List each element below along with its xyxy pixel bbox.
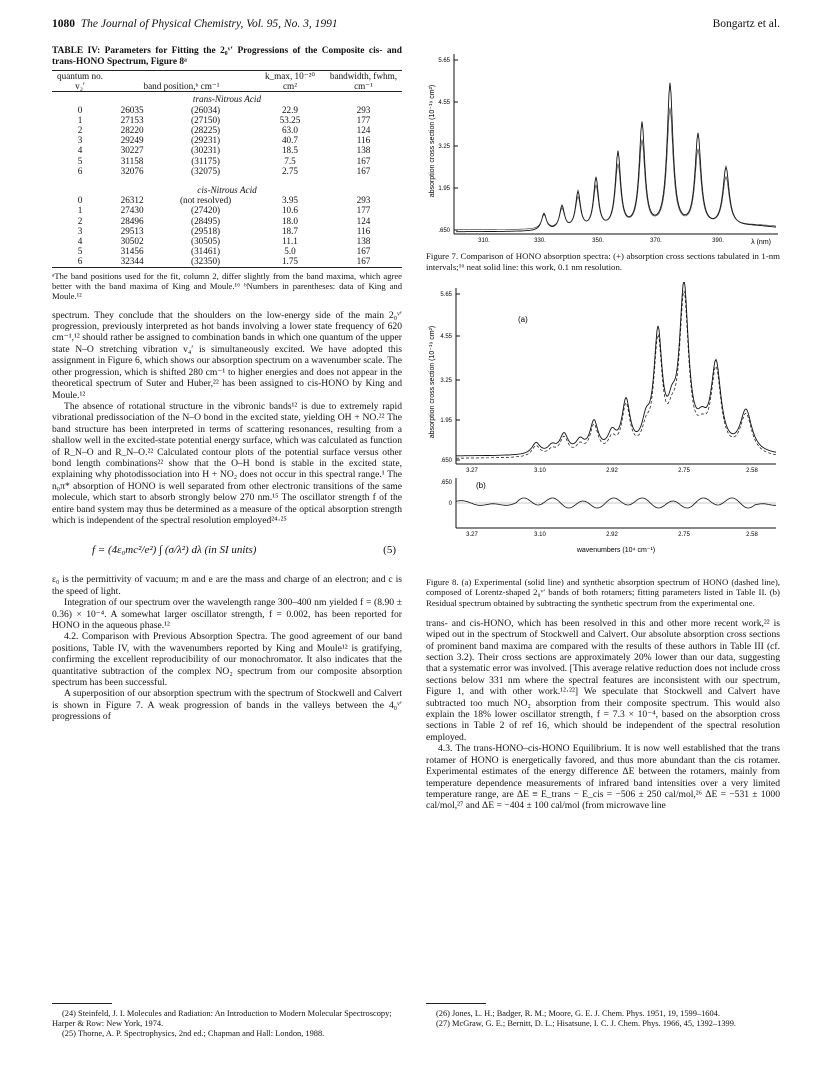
table-cell: (27150) <box>191 114 221 125</box>
equation-5 <box>52 526 402 574</box>
table-cell: 2 <box>77 125 83 136</box>
table-cell: 177 <box>356 205 371 216</box>
table-cell: 29249 <box>120 135 144 146</box>
table-row <box>52 166 402 176</box>
reference-24: (24) Steinfeld, J. I. Molecules and Radiation: An Introduction to Modern Molecular Spectroscopy; Harper & Row: New York, 1974. <box>52 1009 392 1028</box>
table-cell: 116 <box>356 225 371 236</box>
table-cell: 18.0 <box>281 215 299 226</box>
equation-number: (5) <box>383 543 396 556</box>
reference-26: (26) Jones, L. H.; Badger, R. M.; Moore, G. E. J. Chem. Phys. 1951, 19, 1599–1604. <box>436 1009 720 1018</box>
table-cell: (28495) <box>191 215 221 226</box>
ytick-label: 3.25 <box>440 377 452 384</box>
table-cell: 3 <box>77 225 83 236</box>
table-cell: 26035 <box>120 104 144 115</box>
table-cell: (26034) <box>191 104 221 115</box>
table-cell: 293 <box>356 195 371 206</box>
xtick-label: 2.58 <box>746 467 758 474</box>
footnote-rule <box>52 1003 112 1004</box>
table-row <box>52 135 402 145</box>
xtick-label: 3.27 <box>466 467 478 474</box>
references-right <box>426 1009 780 1029</box>
equation-body: f = (4ε₀mc²/e²) ∫ (σ/λ²) dλ (in SI units) <box>92 543 257 556</box>
table-cell: (not resolved) <box>179 195 232 206</box>
table-cell: 22.9 <box>281 104 299 115</box>
figure-7-plot <box>426 46 780 246</box>
xtick-label: 2.75 <box>678 531 690 538</box>
figure-8a-experimental-curve <box>456 282 776 456</box>
table-cell: 28496 <box>120 215 144 226</box>
text-paragraph: The absence of rotational structure in the vibronic bands¹² is due to extremely rapid vibrational predissociation of the N–O bond in the excited state, yielding OH + NO.²² The band structure has been interpreted in terms of scattering resonances, resulting from a shallow well in the excited-state potential energy surface, which was calculated as function of R_N–O and R_N–O.²² Calculated contour plots of the potential surface versus other bond length combinations²² show that the O–H bond is stable in the excited state, explaining why photodissociation into H + NO₂ does not occur in this spectral range.¹ The n₀π* absorption of HONO is well separated from other electronic transitions of the same molecule, which start to absorb strongly below 270 nm.¹⁵ The oscillator strength f of the entire band system may thus be determined as a measure of the optical absorption strength which is independent of the spectral resolution employed²⁴·²⁵ <box>52 400 402 526</box>
table-cell: 27430 <box>120 205 144 216</box>
table-cell: (30505) <box>191 236 221 247</box>
table-cell: 6 <box>77 256 83 267</box>
left-column <box>52 46 402 723</box>
panel-a-label: (a) <box>518 314 528 324</box>
table-cell: 3.95 <box>281 195 299 206</box>
xtick-label: 2.92 <box>606 467 618 474</box>
table-row <box>52 183 402 195</box>
page-and-journal <box>52 18 338 30</box>
xtick-label: 3.27 <box>466 531 478 538</box>
panel-b-label: (b) <box>476 480 486 490</box>
table-row <box>52 216 402 226</box>
table-row <box>52 226 402 236</box>
table-body <box>52 92 402 267</box>
table-cell: (29518) <box>191 225 221 236</box>
figure-7-yticks <box>438 58 458 234</box>
ytick-label: .650 <box>438 228 450 234</box>
table-cell: 53.25 <box>279 114 301 125</box>
right-column <box>426 46 780 812</box>
text-paragraph: trans- and cis-HONO, which has been resolved in this and other more recent work,²² is wiped out in the spectrum of Stockwell and Calvert. Our absolute absorption cross sections of prominent band maxima are compared with the results of these authors in Table III (cf. section 3.2). Their cross sections are approximately 20% lower than our data, suggesting that a systematic error was involved. [This average relative reduction does not include cross sections below 331 nm where the spectral features are inconsistent with our spectrum, Figure 1, and with other work.¹²·²²] We speculate that Stockwell and Calvert have subtracted too much NO₂ absorption from their composite spectrum. This would also explain the 18% lower oscillator strength, f = 7.3 × 10⁻⁴, based on the absorption cross sections in Table 2 of ref 16, which should be independent of the spectral resolution employed. <box>426 617 780 743</box>
table-cell: 138 <box>356 145 371 156</box>
trans-section-label: trans-Nitrous Acid <box>192 94 262 105</box>
reference-25: (25) Thorne, A. P. Spectrophysics, 2nd ed.; Chapman and Hall: London, 1988. <box>62 1028 325 1038</box>
table-cell: 11.1 <box>282 236 298 247</box>
ytick-label: .650 <box>440 457 452 464</box>
ytick-label: 4.55 <box>440 333 452 340</box>
ytick-label: 5.65 <box>440 291 452 298</box>
figure-7-ylabel: absorption cross section (10⁻¹⁹ cm²) <box>429 84 436 198</box>
figure-8-ylabel: absorption cross section (10⁻¹⁹ cm²) <box>429 325 436 439</box>
table-cell: 5 <box>77 155 83 166</box>
table-spacer <box>52 176 402 183</box>
figure-8-caption: Figure 8. (a) Experimental (solid line) and synthetic absorption spectrum of HONO (dashed line), composed of Lorentz-shaped 2₀ᵛ′ bands of both rotamers; fitting parameters listed in Table II. (b) Residual spectrum obtained by subtracting the synthetic spectrum from the experimental one. <box>426 577 780 608</box>
table-cell: 138 <box>356 236 371 247</box>
table-cell: 167 <box>356 256 371 267</box>
table-row <box>52 246 402 256</box>
table-cell: 293 <box>356 104 371 115</box>
table-cell: 10.6 <box>281 205 299 216</box>
table-row <box>52 145 402 155</box>
table-cell: 5.0 <box>284 246 296 257</box>
text-paragraph: ε₀ is the permittivity of vacuum; m and e are the mass and charge of an electron; and c is the speed of light. <box>52 574 402 597</box>
figure-7 <box>426 46 780 272</box>
ytick-label: 1.95 <box>440 417 452 424</box>
xtick-label: 390. <box>712 238 724 244</box>
cis-section-label: cis-Nitrous Acid <box>197 185 257 196</box>
section-4-3-paragraph: 4.3. The trans-HONO–cis-HONO Equilibrium. It is now well established that the trans rotamer of HONO is energetically favored, and thus more abundant than the cis rotamer. Experimental estimates of the energy difference ΔE between the rotamers, mainly from temperature dependence measurements of infrared band intensities over a very limited temperature range, are ΔE ≡ E_trans − E_cis = −506 ± 250 cal/mol,²⁶ ΔE = −531 ± 1000 cal/mol,²⁷ and ΔE = −404 ± 100 cal/mol (from microwave line <box>426 743 780 812</box>
figure-8b-ytick: 0 <box>448 500 452 507</box>
table-cell: 177 <box>356 114 371 125</box>
ytick-label: 5.65 <box>438 58 450 64</box>
table-title: TABLE IV: Parameters for Fitting the 2₀ᵛ′ Progressions of the Composite cis- and trans-HONO Spectrum, Figure 8ᵃ <box>52 46 402 67</box>
text-paragraph: spectrum. They conclude that the shoulders on the low-energy side of the main 2₀ᵛ′ progression, previously interpreted as hot bands involving a lower state frequency of 620 cm⁻¹,¹² should rather be assigned to combination bands in which one quantum of the upper state N–O stretching vibration v₄′ is simultaneously excited. We have adopted this assignment in Figure 6, which shows our absorption spectrum on a wavenumber scale. The other progression, which is shifted 280 cm⁻¹ to higher energies and does not appear in the theoretical spectrum of Suter and Huber,²² has been assigned to cis-HONO by King and Moule.¹² <box>52 309 402 401</box>
table-cell: (31461) <box>191 246 221 257</box>
xtick-label: 350. <box>592 238 604 244</box>
table-cell: 32344 <box>120 256 144 267</box>
table-cell: (30231) <box>191 145 221 156</box>
xtick-label: 2.58 <box>746 531 758 538</box>
table-cell: (29231) <box>191 135 221 146</box>
table-row <box>52 205 402 215</box>
page-number: 1080 <box>52 18 75 30</box>
text-paragraph: A superposition of our absorption spectrum with the spectrum of Stockwell and Calvert is shown in Figure 7. A weak progression of bands in the valleys between the 4₀ᵛ′ progressions of <box>52 688 402 723</box>
table-cell: 28220 <box>120 125 144 136</box>
table-row <box>52 156 402 166</box>
ytick-label: 1.95 <box>438 186 450 192</box>
table-cell: (28225) <box>191 125 221 136</box>
figure-8b-xticks <box>466 532 758 538</box>
xtick-label: 3.10 <box>534 531 546 538</box>
table-row <box>52 105 402 115</box>
table-cell: 0 <box>77 104 83 115</box>
table-footnote: ᵃThe band positions used for the fit, column 2, differ slightly from the band maxima, which agree better with the band maxima of King and Moule.¹⁶ ᵇNumbers in parentheses: data of King and Moule.¹² <box>52 270 402 301</box>
figure-8a-synthetic-curve <box>456 291 776 458</box>
table-cell: 30227 <box>120 145 144 156</box>
parameter-table <box>52 70 402 268</box>
table-cell: 2 <box>77 215 83 226</box>
running-header <box>52 18 780 36</box>
section-4-2-paragraph: 4.2. Comparison with Previous Absorption Spectra. The good agreement of our band positions, Table IV, with the wavenumbers reported by King and Moule¹² is gratifying, confirming the excellent reproducibility of our monochromator. It also indicates that the quantitative subtraction of the complex NO₂ spectrum from our composite absorption spectrum has been successful. <box>52 631 402 689</box>
table-cell: 29513 <box>120 225 144 236</box>
running-authors: Bongartz et al. <box>712 18 780 30</box>
table-cell: 167 <box>356 246 371 257</box>
ytick-label: 4.55 <box>438 100 450 106</box>
table-cell: 40.7 <box>281 135 299 146</box>
table-row <box>52 236 402 246</box>
table-cell: 167 <box>356 165 371 176</box>
journal-citation: The Journal of Physical Chemistry, Vol. 95, No. 3, 1991 <box>80 18 338 30</box>
table-cell: 167 <box>356 155 371 166</box>
table-cell: 4 <box>77 145 83 156</box>
xtick-label: 330. <box>534 238 546 244</box>
table-cell: (32075) <box>191 165 221 176</box>
footnote-rule <box>426 1003 486 1004</box>
table-row <box>52 256 402 267</box>
table-cell: 7.5 <box>284 155 296 166</box>
xtick-label: 3.10 <box>534 467 546 474</box>
figure-8-xlabel: wavenumbers (10⁴ cm⁻¹) <box>576 546 656 554</box>
table-row <box>52 115 402 125</box>
figure-8 <box>426 282 780 608</box>
table-row <box>52 125 402 135</box>
xtick-label: 370. <box>650 238 662 244</box>
table-cell: 124 <box>356 215 371 226</box>
table-cell: 1.75 <box>281 256 299 267</box>
table-cell: 32076 <box>120 165 144 176</box>
table-cell: 4 <box>77 236 83 247</box>
text-paragraph: Integration of our spectrum over the wavelength range 300–400 nm yielded f = (8.90 ± 0.36) × 10⁻⁴. A somewhat larger oscillator strength, f = 0.002, has been reported for HONO in the aqueous phase.¹² <box>52 597 402 631</box>
table-cell: 124 <box>356 125 371 136</box>
table-cell: 30502 <box>120 236 144 247</box>
figure-8-plot <box>426 282 780 572</box>
table-cell: 18.7 <box>281 225 299 236</box>
xtick-label: 2.92 <box>606 531 618 538</box>
table-cell: 27153 <box>120 114 144 125</box>
table-cell: 26312 <box>120 195 144 206</box>
table-cell: 2.75 <box>281 165 299 176</box>
table-cell: 6 <box>77 165 83 176</box>
reference-27: (27) McGraw, G. E.; Bernitt, D. L.; Hisatsune, I. C. J. Chem. Phys. 1966, 45, 1392–1399. <box>436 1018 737 1028</box>
col-header-bandwidth: bandwidth, fwhm, cm⁻¹ <box>329 71 398 92</box>
figure-7-xticks <box>478 238 724 244</box>
table-row <box>52 195 402 205</box>
table-cell: 0 <box>77 195 83 206</box>
table-cell: 1 <box>77 114 83 125</box>
table-cell: 116 <box>356 135 371 146</box>
table-cell: (31175) <box>191 155 220 166</box>
table-cell: (32350) <box>191 256 221 267</box>
figure-8b-ytick: .650 <box>440 479 452 486</box>
col-header-quantum: quantum no. v₂′ <box>57 71 103 92</box>
table-cell: 3 <box>77 135 83 146</box>
ytick-label: 3.25 <box>438 144 450 150</box>
col-header-band-position: band position,ᵇ cm⁻¹ <box>143 81 220 92</box>
table-cell: 31158 <box>120 155 144 166</box>
table-cell: 31456 <box>120 246 144 257</box>
table-cell: (27420) <box>191 205 221 216</box>
figure-8a-xticks <box>466 468 758 474</box>
references-left <box>52 1009 402 1038</box>
col-header-kmax: k_max, 10⁻²⁰ cm² <box>264 71 316 92</box>
xtick-label: 310. <box>478 238 490 244</box>
figure-7-xlabel: λ (nm) <box>751 239 771 246</box>
figure-7-caption: Figure 7. Comparison of HONO absorption spectra: (+) absorption cross sections tabulated in 1-nm intervals;¹⁶ neat solid line: this work, 0.1 nm resolution. <box>426 251 780 272</box>
xtick-label: 2.75 <box>678 467 690 474</box>
table-cell: 63.0 <box>281 125 299 136</box>
table-cell: 5 <box>77 246 83 257</box>
figure-7-curve-this-work <box>456 83 776 232</box>
figure-8a-yticks <box>440 292 460 464</box>
table-cell: 18.5 <box>281 145 299 156</box>
table-cell: 1 <box>77 205 83 216</box>
